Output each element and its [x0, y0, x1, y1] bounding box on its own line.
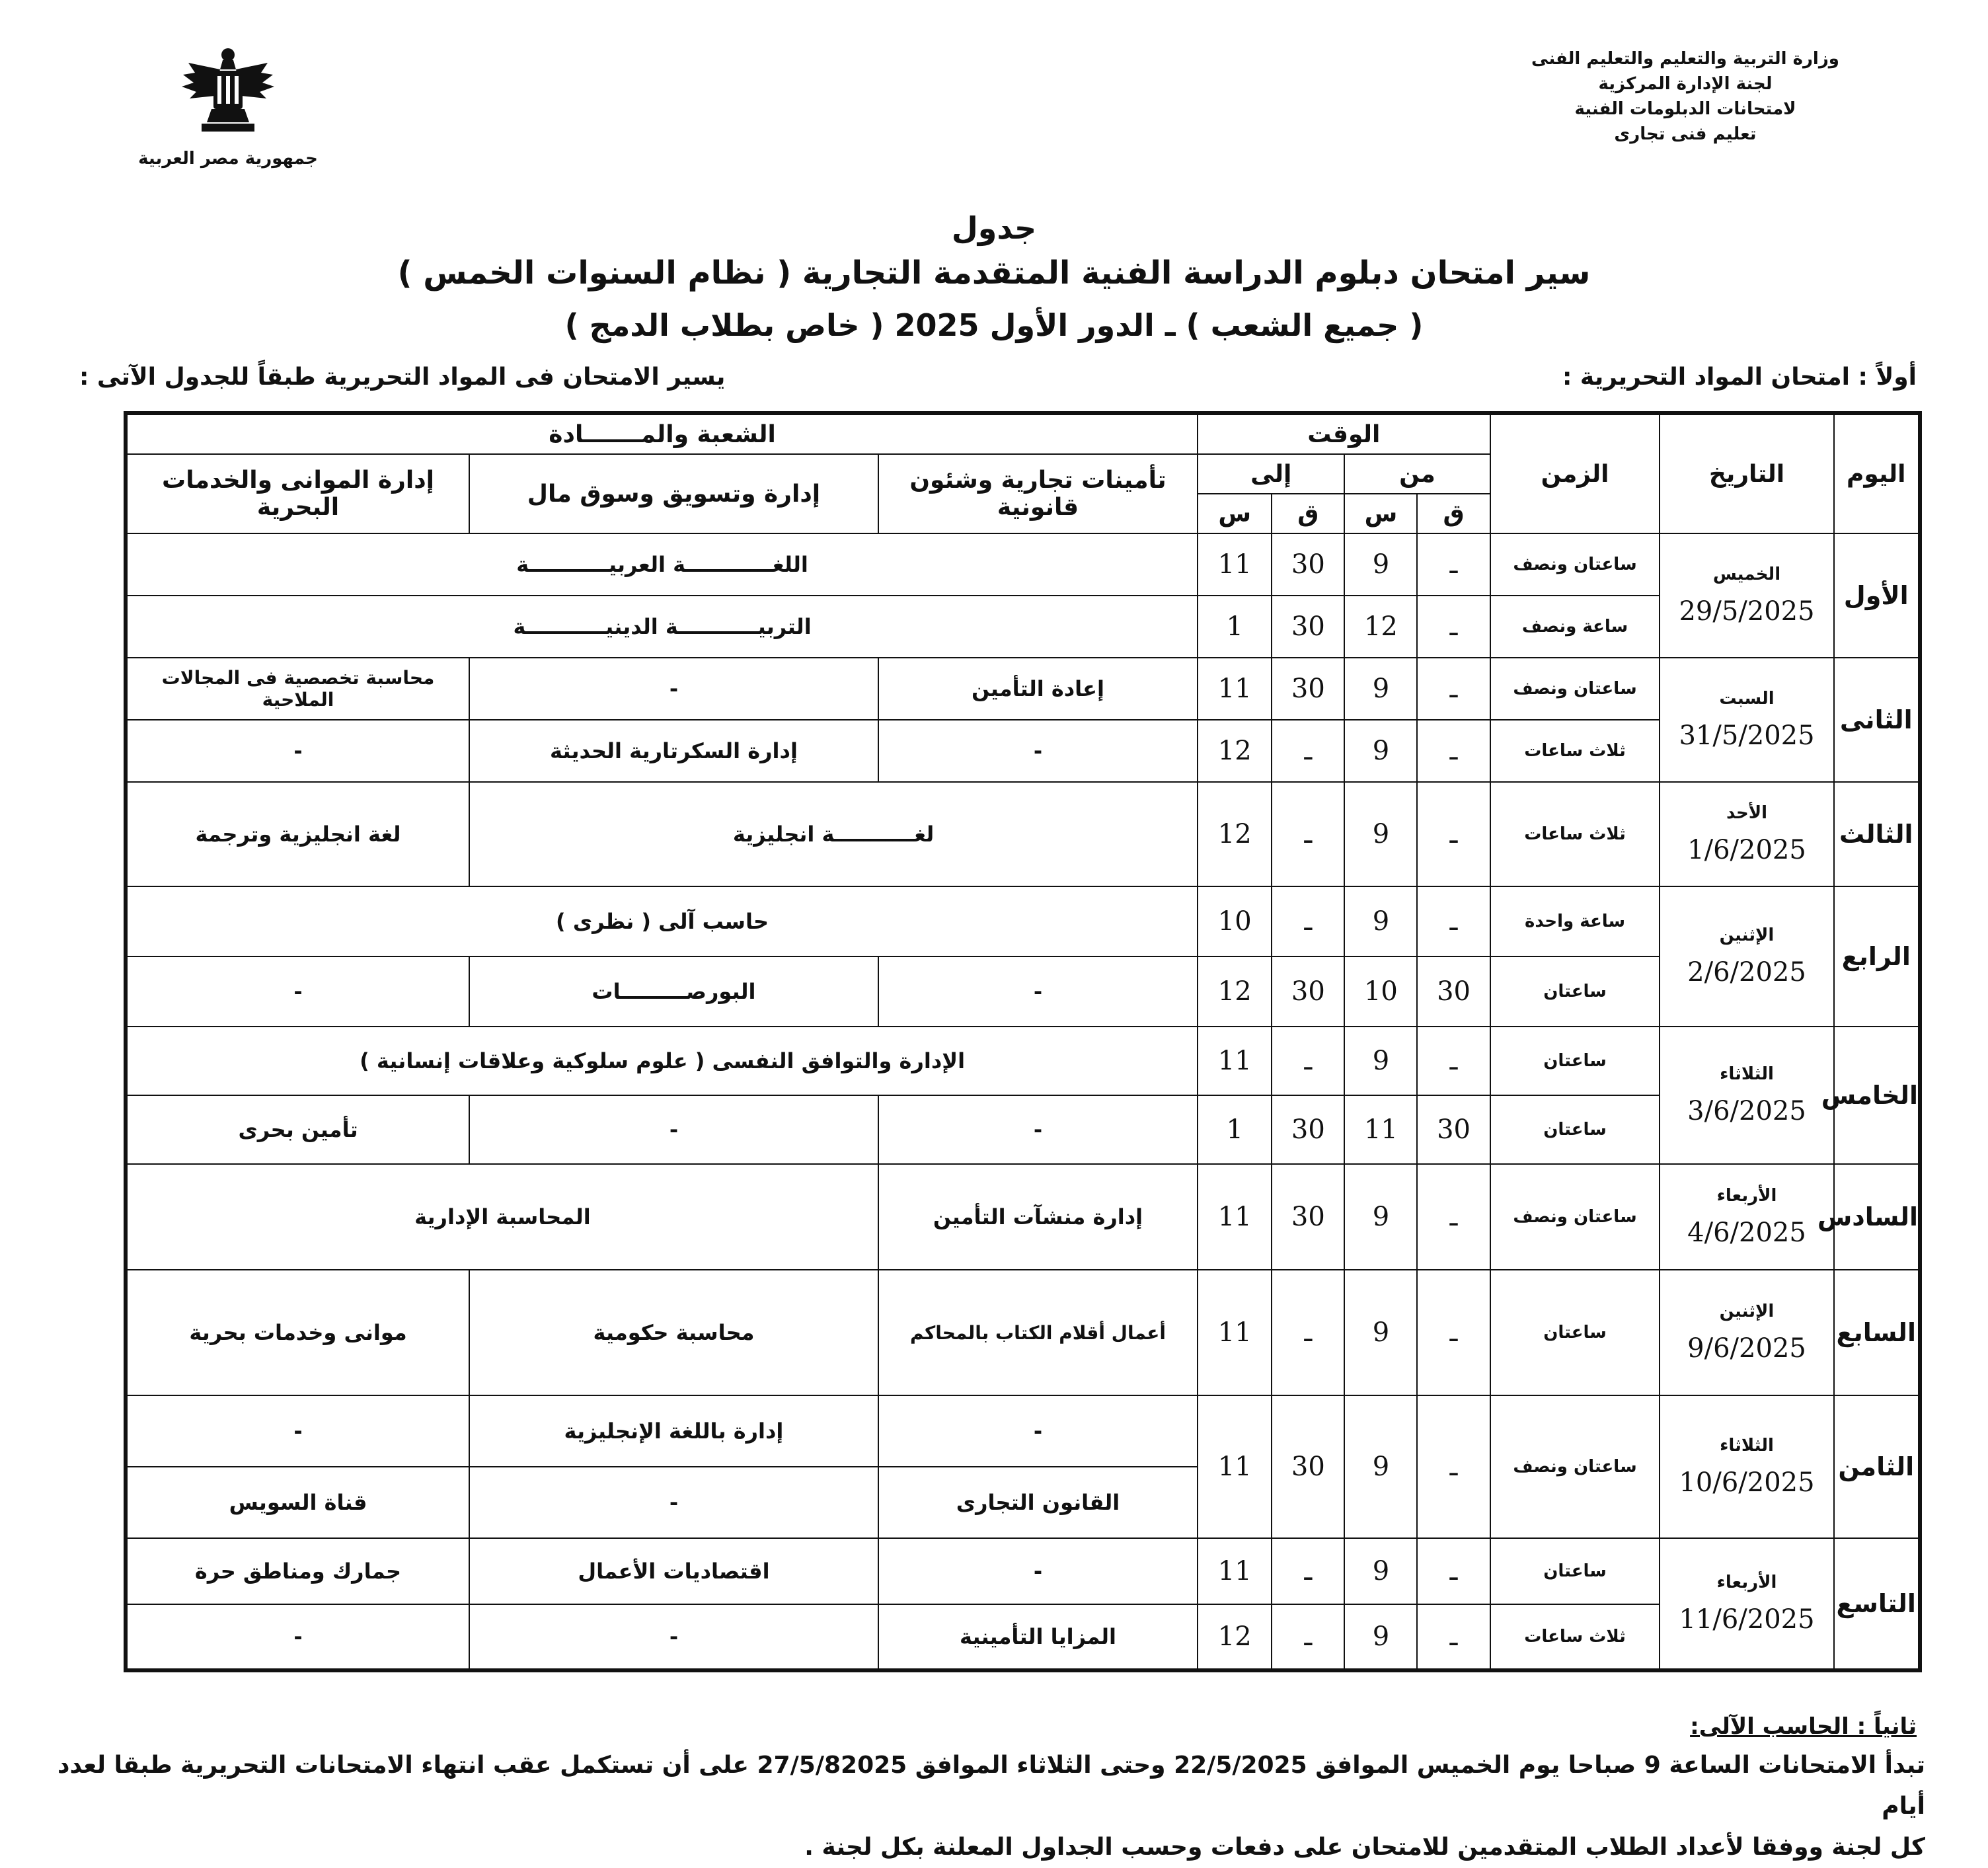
exam-schedule-table: [124, 411, 1922, 1672]
emblem: [129, 43, 327, 169]
duration: ساعتان ونصف: [1490, 533, 1660, 596]
day-label: الأول: [1834, 533, 1920, 658]
subject-col1: -: [878, 1538, 1198, 1604]
subject-col1: -: [878, 1395, 1198, 1467]
header-time: الوقت: [1198, 413, 1490, 454]
subject-all-branches: اللغــــــــــــة العربيـــــــــــة: [126, 533, 1198, 596]
subject-col3: قناة السويس: [126, 1467, 469, 1538]
duration: ثلاث ساعات: [1490, 782, 1660, 886]
section2-line: كل لجنة ووفقا لأعداد الطلاب المتقدمين للامتحان على دفعات وحسب الجداول المعلنة بكل لجنة .: [804, 1834, 1925, 1861]
subject-col2: اقتصاديات الأعمال: [469, 1538, 878, 1604]
header-to-hours: س: [1198, 494, 1272, 533]
subject-col1-col2: لغـــــــــــة انجليزية: [469, 782, 1198, 886]
date: 1/6/2025: [1687, 835, 1806, 865]
section2-text: [22, 1745, 1925, 1868]
to-minutes: ـ: [1272, 1538, 1344, 1604]
from-minutes: ـ: [1417, 1270, 1490, 1395]
subject-all-branches: التربيـــــــــــة الدينيـــــــــــة: [126, 596, 1198, 658]
subject-col1: -: [878, 956, 1198, 1027]
weekday: الثلاثاء: [1720, 1436, 1774, 1456]
duration: ساعتان: [1490, 1095, 1660, 1164]
subject-col2: -: [469, 1095, 878, 1164]
to-hours: 11: [1198, 1270, 1272, 1395]
header-branch: الشعبة والمـــــــادة: [126, 413, 1198, 454]
weekday: الإثنين: [1719, 1302, 1775, 1321]
ministry-line: لجنة الإدارة المركزية: [1598, 74, 1773, 94]
subject-col1: أعمال أقلام الكتاب بالمحاكم: [878, 1270, 1198, 1395]
weekday: الأربعاء: [1716, 1186, 1777, 1206]
duration: ساعتان ونصف: [1490, 658, 1660, 720]
eagle-emblem-icon: [175, 43, 281, 142]
duration: ثلاث ساعات: [1490, 1604, 1660, 1670]
from-minutes: ـ: [1417, 720, 1490, 782]
from-hours: 9: [1344, 533, 1417, 596]
date: 10/6/2025: [1679, 1467, 1815, 1498]
to-minutes: 30: [1272, 596, 1344, 658]
header-col3: إدارة الموانى والخدمات البحرية: [126, 454, 469, 533]
to-hours: 12: [1198, 720, 1272, 782]
from-minutes: ـ: [1417, 1164, 1490, 1270]
date-cell: [1660, 1164, 1833, 1270]
header-from: من: [1344, 454, 1490, 494]
date: 4/6/2025: [1687, 1218, 1806, 1248]
subject-col3: محاسبة تخصصية فى المجالات الملاحية: [126, 658, 469, 720]
date-cell: [1660, 1395, 1833, 1538]
date-cell: [1660, 658, 1833, 782]
to-hours: 11: [1198, 533, 1272, 596]
to-minutes: ـ: [1272, 782, 1344, 886]
section1-heading: أولاً : امتحان المواد التحريرية :: [1562, 364, 1917, 391]
date-cell: [1660, 1027, 1833, 1164]
subject-col3: لغة انجليزية وترجمة: [126, 782, 469, 886]
section2-line: تبدأ الامتحانات الساعة 9 صباحا يوم الخميس الموافق 22/5/2025 وحتى الثلاثاء الموافق 27/5/82025 على أن تستكمل عقب انتهاء الامتحانات التحريرية طبقا لعدد أيام: [57, 1752, 1925, 1820]
from-hours: 11: [1344, 1095, 1417, 1164]
to-minutes: 30: [1272, 533, 1344, 596]
date: 2/6/2025: [1687, 957, 1806, 988]
from-hours: 9: [1344, 1027, 1417, 1095]
day-label: الثالث: [1834, 782, 1920, 886]
subject-col1: المزايا التأمينية: [878, 1604, 1198, 1670]
to-hours: 1: [1198, 1095, 1272, 1164]
subject-col1: -: [878, 720, 1198, 782]
to-minutes: ـ: [1272, 1027, 1344, 1095]
ministry-line: تعليم فنى تجارى: [1614, 124, 1757, 144]
to-hours: 1: [1198, 596, 1272, 658]
duration: ساعتان ونصف: [1490, 1164, 1660, 1270]
emblem-label: جمهورية مصر العربية: [138, 149, 318, 169]
to-hours: 12: [1198, 956, 1272, 1027]
to-minutes: 30: [1272, 658, 1344, 720]
to-minutes: 30: [1272, 1095, 1344, 1164]
day-label: التاسع: [1834, 1538, 1920, 1670]
subject-col1: إدارة منشآت التأمين: [878, 1164, 1198, 1270]
from-minutes: 30: [1417, 1095, 1490, 1164]
subject-col1: -: [878, 1095, 1198, 1164]
subject-col3: -: [126, 720, 469, 782]
from-hours: 9: [1344, 720, 1417, 782]
subject-col1: إعادة التأمين: [878, 658, 1198, 720]
from-minutes: ـ: [1417, 596, 1490, 658]
from-minutes: 30: [1417, 956, 1490, 1027]
section1-note: يسير الامتحان فى المواد التحريرية طبقاً للجدول الآتى :: [79, 364, 726, 391]
day-label: الثانى: [1834, 658, 1920, 782]
subject-col2: إدارة السكرتارية الحديثة: [469, 720, 878, 782]
section2-heading: ثانياً : الحاسب الآلى:: [1690, 1713, 1917, 1740]
to-hours: 12: [1198, 1604, 1272, 1670]
subject-col3: تأمين بحرى: [126, 1095, 469, 1164]
subject-all-branches: حاسب آلى ( نظرى ): [126, 886, 1198, 956]
from-hours: 9: [1344, 886, 1417, 956]
subject-all-branches: الإدارة والتوافق النفسى ( علوم سلوكية وعلاقات إنسانية ): [126, 1027, 1198, 1095]
document-subtitle: سير امتحان دبلوم الدراسة الفنية المتقدمة التجارية ( نظام السنوات الخمس ): [397, 254, 1591, 292]
from-hours: 9: [1344, 1604, 1417, 1670]
day-label: السابع: [1834, 1270, 1920, 1395]
header-to: إلى: [1198, 454, 1344, 494]
document-title: جدول: [951, 210, 1037, 246]
from-hours: 9: [1344, 782, 1417, 886]
weekday: الإثنين: [1719, 925, 1775, 945]
day-label: الثامن: [1834, 1395, 1920, 1538]
weekday: الأربعاء: [1716, 1573, 1777, 1592]
to-minutes: ـ: [1272, 720, 1344, 782]
day-label: الرابع: [1834, 886, 1920, 1027]
to-minutes: 30: [1272, 1395, 1344, 1538]
to-minutes: 30: [1272, 956, 1344, 1027]
subject-col2: إدارة باللغة الإنجليزية: [469, 1395, 878, 1467]
header-to-minutes: ق: [1272, 494, 1344, 533]
header-duration: الزمن: [1490, 413, 1660, 533]
from-hours: 12: [1344, 596, 1417, 658]
date-cell: [1660, 1538, 1833, 1670]
document-session: ( جميع الشعب ) ـ الدور الأول 2025 ( خاص بطلاب الدمج ): [564, 307, 1424, 343]
to-hours: 11: [1198, 1027, 1272, 1095]
subject-col2: -: [469, 658, 878, 720]
from-minutes: ـ: [1417, 658, 1490, 720]
duration: ساعتان: [1490, 1270, 1660, 1395]
ministry-line: وزارة التربية والتعليم والتعليم الفنى: [1531, 49, 1839, 69]
weekday: الخميس: [1712, 564, 1781, 584]
subject-col2: البورصـــــــــات: [469, 956, 878, 1027]
date: 9/6/2025: [1687, 1333, 1806, 1364]
to-hours: 12: [1198, 782, 1272, 886]
header-col1: تأمينات تجارية وشئون قانونية: [878, 454, 1198, 533]
date-cell: [1660, 1270, 1833, 1395]
from-hours: 10: [1344, 956, 1417, 1027]
to-hours: 11: [1198, 1538, 1272, 1604]
duration: ساعتان ونصف: [1490, 1395, 1660, 1538]
from-minutes: ـ: [1417, 1538, 1490, 1604]
day-label: الخامس: [1834, 1027, 1920, 1164]
subject-col3: جمارك ومناطق حرة: [126, 1538, 469, 1604]
subject-col2: -: [469, 1467, 878, 1538]
date: 31/5/2025: [1679, 720, 1815, 751]
from-minutes: ـ: [1417, 1395, 1490, 1538]
subject-col2: -: [469, 1604, 878, 1670]
date-cell: [1660, 533, 1833, 658]
weekday: السبت: [1719, 689, 1775, 709]
header-col2: إدارة وتسويق وسوق مال: [469, 454, 878, 533]
subject-col2: محاسبة حكومية: [469, 1270, 878, 1395]
ministry-header: [1500, 46, 1870, 147]
to-minutes: ـ: [1272, 1604, 1344, 1670]
subject-col3: موانى وخدمات بحرية: [126, 1270, 469, 1395]
to-hours: 11: [1198, 1164, 1272, 1270]
header-from-hours: س: [1344, 494, 1417, 533]
duration: ساعة واحدة: [1490, 886, 1660, 956]
duration: ساعتان: [1490, 1538, 1660, 1604]
to-minutes: 30: [1272, 1164, 1344, 1270]
header-from-minutes: ق: [1417, 494, 1490, 533]
from-minutes: ـ: [1417, 533, 1490, 596]
day-label: السادس: [1834, 1164, 1920, 1270]
from-hours: 9: [1344, 1538, 1417, 1604]
to-minutes: ـ: [1272, 1270, 1344, 1395]
duration: ساعتان: [1490, 1027, 1660, 1095]
from-hours: 9: [1344, 1164, 1417, 1270]
from-hours: 9: [1344, 1395, 1417, 1538]
to-minutes: ـ: [1272, 886, 1344, 956]
ministry-line: لامتحانات الدبلومات الفنية: [1574, 99, 1796, 119]
subject-col3: -: [126, 1604, 469, 1670]
from-hours: 9: [1344, 658, 1417, 720]
header-date: التاريخ: [1660, 413, 1833, 533]
weekday: الثلاثاء: [1720, 1064, 1774, 1084]
to-hours: 11: [1198, 1395, 1272, 1538]
from-hours: 9: [1344, 1270, 1417, 1395]
duration: ساعة ونصف: [1490, 596, 1660, 658]
subject-col3: -: [126, 956, 469, 1027]
from-minutes: ـ: [1417, 1027, 1490, 1095]
date-cell: [1660, 886, 1833, 1027]
from-minutes: ـ: [1417, 1604, 1490, 1670]
duration: ثلاث ساعات: [1490, 720, 1660, 782]
to-hours: 11: [1198, 658, 1272, 720]
date: 29/5/2025: [1679, 596, 1815, 627]
duration: ساعتان: [1490, 956, 1660, 1027]
from-minutes: ـ: [1417, 886, 1490, 956]
header-day: اليوم: [1834, 413, 1920, 533]
date-cell: [1660, 782, 1833, 886]
to-hours: 10: [1198, 886, 1272, 956]
from-minutes: ـ: [1417, 782, 1490, 886]
date: 3/6/2025: [1687, 1096, 1806, 1126]
date: 11/6/2025: [1679, 1604, 1815, 1635]
weekday: الأحد: [1726, 803, 1768, 823]
subject-col3: -: [126, 1395, 469, 1467]
subject-col1: القانون التجارى: [878, 1467, 1198, 1538]
subject-col2-col3: المحاسبة الإدارية: [126, 1164, 878, 1270]
